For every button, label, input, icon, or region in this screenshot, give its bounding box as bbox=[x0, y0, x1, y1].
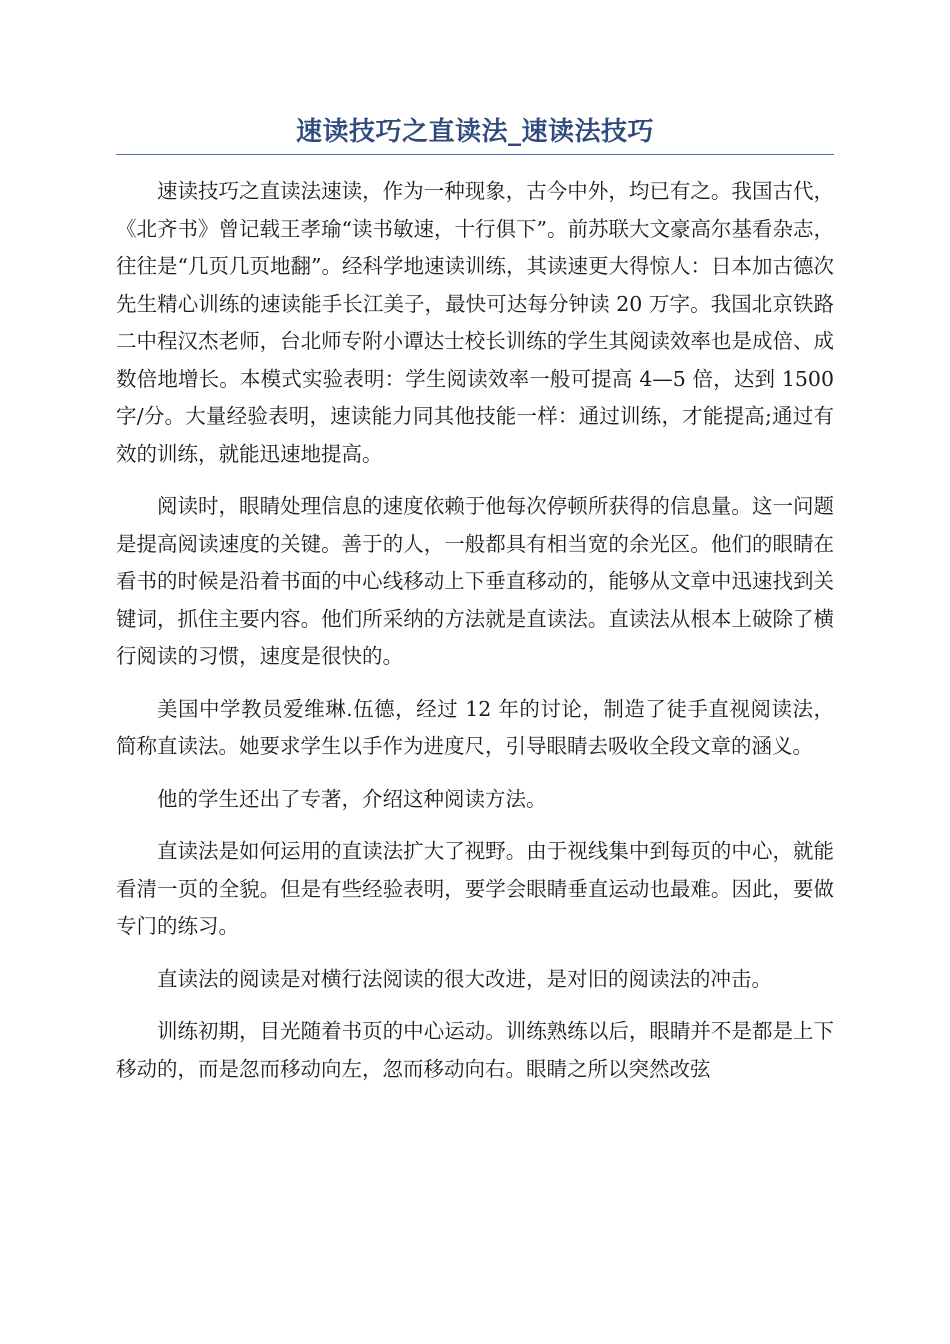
paragraph: 训练初期，目光随着书页的中心运动。训练熟练以后，眼睛并不是都是上下移动的，而是忽而移动向左，忽而移动向右。眼睛之所以突然改弦 bbox=[116, 1019, 834, 1081]
document-page bbox=[116, 112, 834, 1103]
paragraph: 阅读时，眼睛处理信息的速度依赖于他每次停顿所获得的信息量。这一问题是提高阅读速度的关键。善于的人，一般都具有相当宽的余光区。他们的眼睛在看书的时候是沿着书面的中心线移动上下垂直移动的，能够从文章中迅速找到关键词，抓住主要内容。他们所采纳的方法就是直读法。直读法从根本上破除了横行阅读的习惯，速度是很快的。 bbox=[116, 494, 834, 668]
title-divider bbox=[116, 154, 834, 155]
paragraph: 他的学生还出了专著，介绍这种阅读方法。 bbox=[157, 786, 547, 811]
document-title: 速读技巧之直读法_速读法技巧 bbox=[295, 117, 654, 147]
paragraph: 速读技巧之直读法速读，作为一种现象，古今中外，均已有之。我国古代，《北齐书》曾记载王孝瑜“读书敏速，十行俱下”。前苏联大文豪高尔基看杂志，往往是“几页几页地翻”。经科学地速读训练，其读速更大得惊人：日本加古德次先生精心训练的速读能手长江美子，最快可达每分钟读 20 万字。我国北京铁路二中程汉杰老师，台北师专附小谭达士校长训练的学生其阅读效率也是成倍、成数倍地增长。本模式实验表明：学生阅读效率一般可提高 4—5 倍，达到 1500 字/分。大量经验表明，速读能力同其他技能一样：通过训练，才能提高;通过有效的训练，就能迅速地提高。 bbox=[116, 179, 834, 466]
paragraph: 美国中学教员爱维琳.伍德，经过 12 年的讨论，制造了徒手直视阅读法，简称直读法。她要求学生以手作为进度尺，引导眼睛去吸收全段文章的涵义。 bbox=[116, 696, 834, 758]
paragraph: 直读法的阅读是对横行法阅读的很大改进，是对旧的阅读法的冲击。 bbox=[157, 966, 772, 991]
paragraph: 直读法是如何运用的直读法扩大了视野。由于视线集中到每页的中心，就能看清一页的全貌。但是有些经验表明，要学会眼睛垂直运动也最难。因此，要做专门的练习。 bbox=[116, 839, 834, 938]
